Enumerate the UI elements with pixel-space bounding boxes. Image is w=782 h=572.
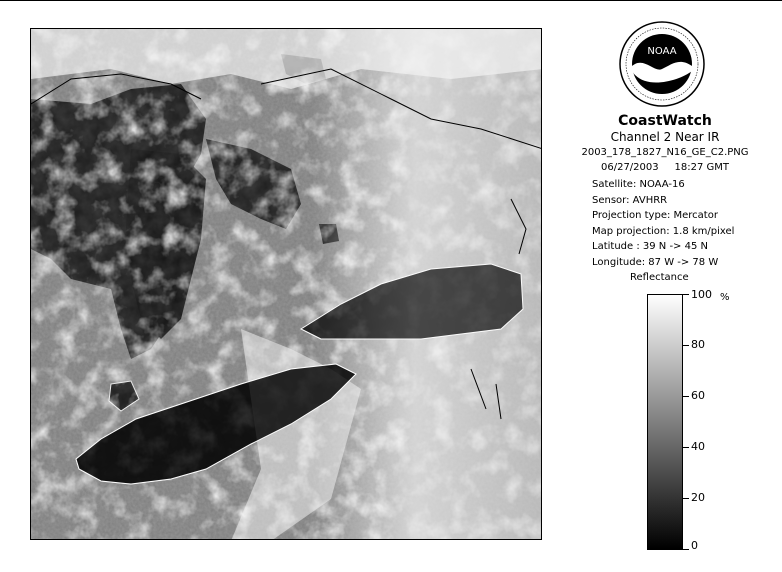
top-rule — [0, 0, 782, 1]
colorbar-tick — [683, 498, 689, 499]
date-text: 06/27/2003 — [600, 162, 659, 173]
date-time — [560, 160, 770, 175]
colorbar-tick — [683, 396, 689, 397]
colorbar-tick-label: 40 — [691, 440, 705, 453]
projection-type-text: Projection type: Mercator — [592, 210, 718, 221]
noaa-logo-text: NOAA — [647, 46, 677, 57]
time-text: 18:27 GMT — [674, 162, 730, 173]
colorbar-tick — [683, 447, 689, 448]
colorbar-tick — [683, 294, 689, 295]
latitude-text: Latitude : 39 N -> 45 N — [592, 241, 708, 252]
colorbar-title: Reflectance — [630, 272, 689, 283]
colorbar-tick-label: 80 — [691, 338, 705, 351]
file-name: 2003_178_1827_N16_GE_C2.PNG — [581, 147, 749, 158]
reflectance-colorbar — [647, 294, 683, 550]
satellite-image-svg — [31, 29, 542, 540]
noaa-logo — [619, 21, 705, 107]
metadata-list — [592, 177, 734, 270]
colorbar-tick-label: 100 — [691, 288, 712, 301]
colorbar-tick — [683, 549, 689, 550]
colorbar-tick-label: 20 — [691, 491, 705, 504]
satellite-image-map[interactable] — [30, 28, 542, 540]
longitude-text: Longitude: 87 W -> 78 W — [592, 256, 719, 268]
colorbar-ticks — [683, 288, 743, 552]
colorbar-tick-label: 0 — [691, 539, 698, 552]
colorbar-tick-label: 60 — [691, 389, 705, 402]
product-title: CoastWatch — [618, 113, 712, 129]
sensor-text: Sensor: AVHRR — [592, 194, 668, 206]
info-panel — [560, 112, 770, 175]
colorbar-tick — [683, 345, 689, 346]
map-projection-text: Map projection: 1.8 km/pixel — [592, 225, 735, 237]
colorbar-unit: % — [720, 292, 730, 303]
channel-subtitle: Channel 2 Near IR — [610, 130, 720, 144]
satellite-text: Satellite: NOAA-16 — [592, 179, 685, 190]
